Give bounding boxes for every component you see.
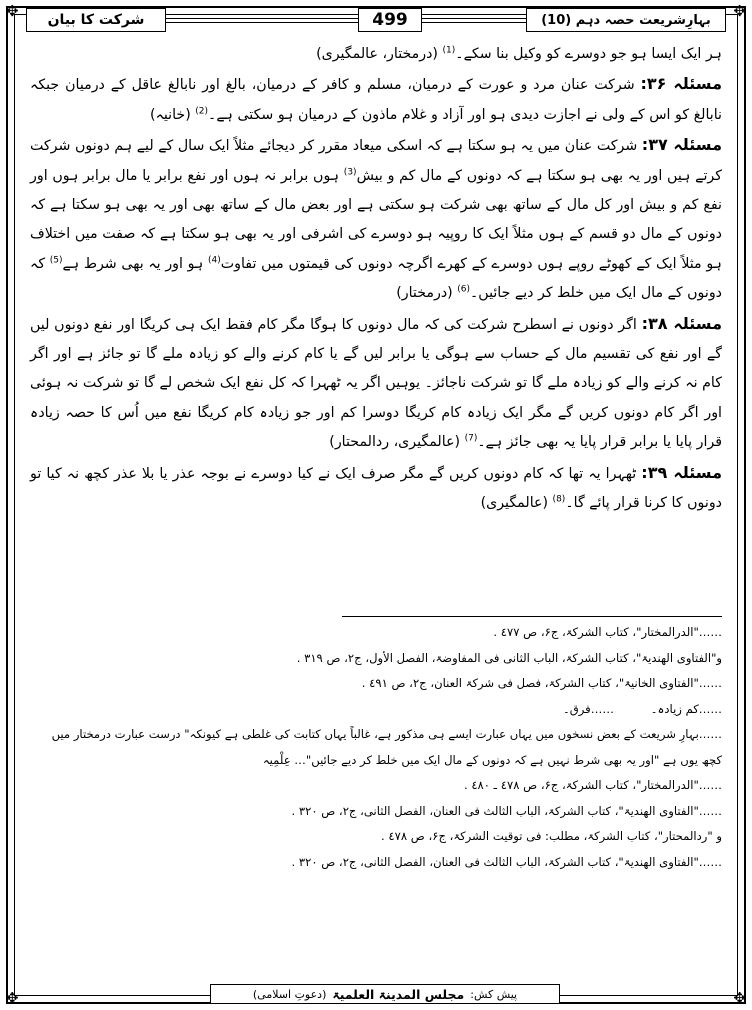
footnote-ref: (7) — [464, 433, 478, 444]
footnote-ref: (2) — [195, 106, 209, 117]
corner-ornament-icon: ✥ — [6, 2, 19, 20]
header-divider — [422, 18, 526, 23]
masala-38 — [30, 309, 722, 458]
footnote-ref: (6) — [457, 284, 470, 295]
masala-37 — [30, 130, 722, 308]
masala-heading: مسئلہ ۳۶: — [640, 74, 722, 94]
footnote: ……فرق۔ — [563, 701, 614, 716]
page-number: 499 — [358, 8, 422, 32]
footnote-ref: (1) — [442, 45, 456, 56]
footnote: ……"الدرالمختار"، کتاب الشرکۃ، ج۶، ص ٤٧٨ ـ ٤٨٠ . — [463, 778, 722, 792]
source-citation: (درمختار) — [396, 285, 453, 302]
masala-text: اگر دونوں نے اسطرح شرکت کی کہ مال دونوں کا ہوگا مگر کام فقط ایک ہی کریگا اور نفع دونوں لیں گے اور نفع کی تقسیم مال کے حساب سے ہوگی یا برابر لیں گے یا کام کرنے والے کو زیادہ ملے گا تو جائز ہے اور اگر کام نہ کرنے والے کو زیادہ ملے گا تو شرکت ناجائز۔ یوہیں اگر یہ ٹھہرا کہ کل نفع ایک شخص لے گا تو شرکت نہ ہوئی اور اگر کام دونوں کریں گے مگر ایک زیادہ کام کریگا دوسرا کم اور جو زیادہ کام کریگا نفع میں اُس کا حصہ زیادہ قرار پایا یا برابر قرار پایا یہ بھی جائز ہے۔ — [30, 316, 722, 451]
masala-heading: مسئلہ ۳۸: — [641, 313, 722, 333]
masala-text: ہو اور یہ بھی شرط ہے — [62, 255, 204, 272]
footnote-ref: (8) — [552, 494, 566, 505]
organization-subtitle: (دعوتِ اسلامی) — [252, 987, 327, 1001]
header-divider — [166, 18, 358, 23]
footnote: ……کم زیادہ۔ — [650, 701, 722, 716]
footnote: ……"الفتاوی الھندیۃ"، کتاب الشرکۃ، الباب الثالث فی العنان، الفصل الثانی، ج۲، ص ٣٢٠ . — [291, 803, 722, 818]
main-text — [30, 40, 722, 519]
source-citation: (درمختار، عالمگیری) — [316, 46, 438, 62]
book-title: بہارِشریعت حصہ دہم (10) — [526, 8, 726, 32]
section-title: شرکت کا بیان — [26, 8, 166, 32]
footnote-ref: (5) — [49, 255, 63, 266]
source-citation: (عالمگیری) — [480, 495, 549, 512]
masala-text: شرکت عنان مرد و عورت کے درمیان، مسلم و کافر کے درمیان، بالغ اور نابالغ عاقل کے درمیان جبکہ نابالغ کو اس کے ولی نے اجازت دیدی ہو اور آزاد و غلام ماذون کے درمیان ہو سکتی ہے۔ — [30, 77, 722, 123]
masala-text: ہوں برابر نہ ہوں اور نفع برابر یا مال برابر ہوں اور نفع کم و بیش اور کل مال کے ساتھ بھی شرکت ہو سکتی ہے اور بعض مال کے ساتھ بھی اور یہ بھی ہو سکتا ہے کہ دونوں کے مال دو قسم کے ہوں مثلاً ایک کا روپیہ ہو دوسرے کی اشرفی اور یہ بھی ہو سکتا ہے کہ صفت میں اختلاف ہو مثلاً ایک کے کھوٹے روپے ہوں دوسرے کے کھرے اگرچہ دونوں کی قیمتوں میں تفاوت — [30, 167, 722, 272]
footnote-pair — [30, 697, 722, 723]
footnote: ……"الفتاوی الخانیۃ"، کتاب الشرکۃ، فصل فی شرکۃ العنان، ج۲، ص ٤٩١ . — [361, 676, 722, 690]
source-citation: (عالمگیری، ردالمحتار) — [329, 434, 461, 451]
footnotes — [30, 620, 722, 875]
page-header — [26, 8, 726, 34]
masala-text: شرکت عنان میں یہ ہو سکتا ہے کہ اسکی میعاد مقرر کر دیجائے مثلاً ایک سال کے لیے ہم دونوں شرکت کرتے ہیں اور یہ بھی ہو سکتا ہے کہ دونوں کے مال کم و بیش — [30, 138, 722, 184]
footnote: و "ردالمحتار"، کتاب الشرکۃ، مطلب: فی توقیت الشرکۃ، ج۶، ص ٤٧٨ . — [381, 829, 722, 843]
paragraph-intro — [30, 40, 722, 69]
source-citation: (خانیہ) — [150, 106, 191, 123]
masala-36 — [30, 69, 722, 130]
footnote: ……"الدرالمختار"، کتاب الشرکۃ، ج۶، ص ٤٧٧ . — [493, 625, 722, 639]
organization-name: مجلس المدینۃ العلمیۃ — [332, 986, 465, 1002]
footnote-ref: (4) — [207, 255, 221, 266]
presented-by-label: پیش کش: — [470, 987, 518, 1001]
footnote: و"الفتاوی الھندیۃ"، کتاب الشرکۃ، الباب الثانی فی المفاوضۃ، الفصل الأول، ج۲، ص ٣١٩ . — [296, 650, 722, 665]
footnote: ……"الفتاوی الھندیۃ"، کتاب الشرکۃ، الباب الثالث فی العنان، الفصل الثانی، ج۲، ص ٣٢٠ . — [291, 854, 722, 869]
footnote-ref: (3) — [343, 166, 357, 177]
masala-heading: مسئلہ ۳۹: — [641, 462, 722, 482]
masala-39 — [30, 458, 722, 519]
intro-text: ہر ایک ایسا ہو جو دوسرے کو وکیل بنا سکے۔ — [455, 46, 722, 62]
masala-text: ٹھہرا یہ تھا کہ کام دونوں کریں گے مگر صرف ایک نے کیا دوسرے نے بوجہ عذر یا بلا عذر کچھ نہ کیا تو دونوں کا کرنا قرار پائے گا۔ — [30, 465, 722, 512]
footnote-separator — [342, 616, 722, 617]
corner-ornament-icon: ✥ — [733, 2, 746, 20]
corner-ornament-icon: ✥ — [733, 989, 746, 1007]
footnote: ……بہارِ شریعت کے بعض نسخوں میں یہاں عبارت ایسے ہی مذکور ہے، غالباً یہاں کتابت کی غلطی ہے کیونکہ" درست عبارت درمختار میں کچھ یوں ہے "اور یہ بھی شرط نہیں ہے کہ دونوں کے مال ایک میں خلط کر دیے جائیں"… عِلْمِیہ — [51, 727, 722, 767]
corner-ornament-icon: ✥ — [6, 989, 19, 1007]
page-footer — [210, 984, 560, 1004]
masala-heading: مسئلہ ۳۷: — [641, 135, 722, 155]
masala-text: کہ دونوں کے مال ایک میں خلط کر دیے جائیں۔ — [30, 255, 722, 302]
